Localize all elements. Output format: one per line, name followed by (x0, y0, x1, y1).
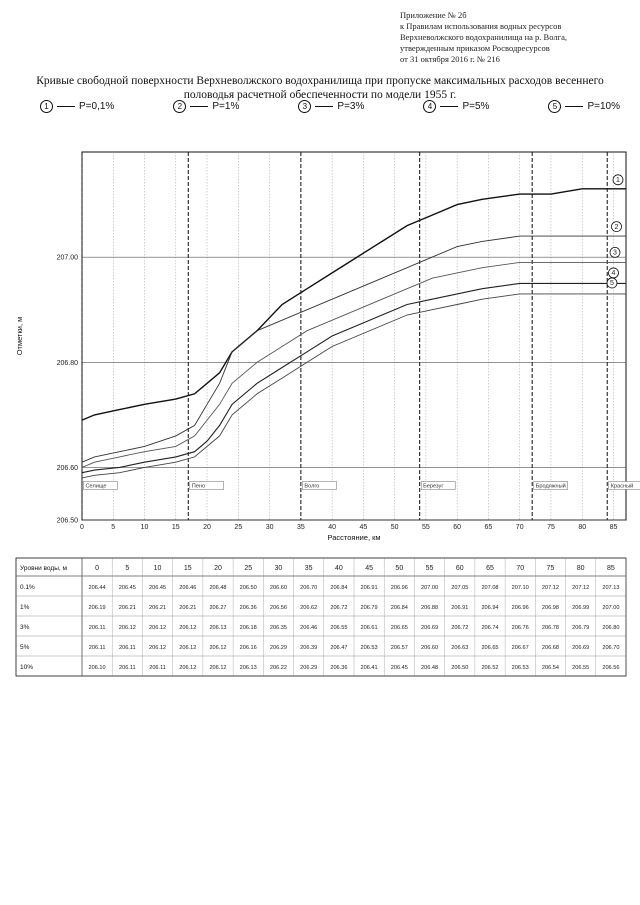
table-cell: 206.11 (118, 645, 136, 651)
table-cell: 206.91 (360, 585, 378, 591)
appendix-line: Верхневолжского водохранилища на р. Волга, (400, 32, 567, 42)
table-cell: 206.94 (481, 605, 499, 611)
table-cell: 206.96 (511, 605, 529, 611)
table-cell: 206.18 (239, 625, 257, 631)
x-tick-label: 65 (484, 524, 493, 531)
place-label: Березуг (423, 483, 444, 490)
x-tick-label: 15 (171, 524, 180, 531)
table-cell: 206.96 (390, 585, 408, 591)
appendix-line: к Правилам использования водных ресурсов (400, 21, 562, 31)
x-tick-label: 55 (422, 524, 430, 531)
x-tick-label: 30 (265, 524, 274, 531)
legend-line-swatch (440, 106, 458, 107)
table-cell: 206.36 (330, 665, 348, 671)
x-tick-label: 50 (390, 524, 399, 531)
table-col-km: 15 (183, 565, 192, 572)
legend-label: P=5% (462, 101, 490, 112)
table-cell: 206.69 (421, 625, 439, 631)
legend-item (423, 100, 489, 113)
legend-number: 5 (548, 100, 561, 113)
table-cell: 206.35 (269, 625, 287, 631)
table-cell: 206.29 (300, 665, 318, 671)
table-cell: 206.72 (330, 605, 348, 611)
table-col-km: 30 (274, 565, 283, 572)
legend-number: 3 (298, 100, 311, 113)
table-cell: 206.60 (269, 585, 287, 591)
table-cell: 206.12 (179, 665, 197, 671)
table-cell: 206.55 (572, 665, 590, 671)
table-col-km: 75 (546, 565, 555, 572)
table-cell: 206.21 (118, 605, 136, 611)
table-cell: 206.12 (209, 645, 227, 651)
table-cell: 206.79 (360, 605, 378, 611)
series-line (82, 283, 626, 472)
table-cell: 206.45 (149, 585, 167, 591)
table-cell: 206.11 (118, 665, 136, 671)
table-header: Уровни воды, м (20, 565, 67, 572)
x-tick-label: 85 (609, 524, 618, 531)
table-col-km: 70 (516, 565, 525, 572)
table-cell: 206.11 (88, 625, 106, 631)
series-number-label: 3 (613, 249, 617, 257)
legend-label: P=0,1% (79, 101, 115, 112)
table-cell: 206.67 (511, 645, 529, 651)
table-row-label: 3% (20, 624, 30, 631)
table-col-km: 85 (606, 565, 615, 572)
table-cell: 206.13 (209, 625, 227, 631)
x-tick-label: 5 (111, 524, 116, 531)
table-cell: 206.84 (330, 585, 348, 591)
table-cell: 206.53 (360, 645, 378, 651)
table-cell: 206.52 (481, 665, 499, 671)
x-tick-label: 10 (140, 524, 149, 531)
table-col-km: 35 (304, 565, 313, 572)
table-cell: 206.12 (149, 625, 167, 631)
table-cell: 206.22 (269, 665, 287, 671)
x-tick-label: 35 (296, 524, 305, 531)
table-cell: 206.29 (269, 645, 287, 651)
table-cell: 206.57 (390, 645, 408, 651)
table-cell: 207.10 (511, 585, 529, 591)
x-tick-label: 0 (80, 524, 84, 531)
y-tick-label: 206.60 (56, 464, 78, 472)
table-cell: 206.46 (179, 585, 197, 591)
table-cell: 206.61 (360, 625, 378, 631)
table-col-km: 80 (576, 565, 585, 572)
table-cell: 206.70 (602, 645, 620, 651)
table-cell: 206.53 (511, 665, 529, 671)
legend-label: P=10% (587, 101, 620, 112)
x-axis-title: Расстояние, км (327, 533, 381, 542)
table-col-km: 60 (455, 565, 464, 572)
table-cell: 206.50 (239, 585, 257, 591)
table-cell: 206.88 (421, 605, 439, 611)
x-tick-label: 75 (547, 524, 555, 531)
table-row-label: 1% (20, 604, 30, 611)
table-cell: 206.44 (88, 585, 106, 591)
place-label: Селище (85, 483, 107, 490)
table-cell: 206.16 (239, 645, 257, 651)
table-cell: 206.62 (300, 605, 318, 611)
series-line (82, 236, 626, 462)
table-cell: 206.78 (541, 625, 559, 631)
table-cell: 207.12 (572, 585, 590, 591)
table-cell: 206.84 (390, 605, 408, 611)
table-cell: 206.21 (179, 605, 197, 611)
series-number-label: 5 (610, 280, 614, 288)
table-cell: 206.41 (360, 665, 378, 671)
series-line (82, 262, 626, 467)
table-cell: 206.60 (421, 645, 439, 651)
table-col-km: 65 (486, 565, 494, 572)
legend-label: P=1% (212, 101, 240, 112)
table-row-label: 5% (20, 644, 30, 651)
table-cell: 207.00 (602, 605, 620, 611)
table-cell: 206.45 (118, 585, 136, 591)
table-col-km: 55 (425, 565, 434, 572)
table-col-km: 45 (365, 565, 374, 572)
x-tick-label: 40 (328, 524, 337, 531)
table-cell: 206.45 (390, 665, 408, 671)
table-cell: 206.48 (209, 585, 227, 591)
legend-label: P=3% (337, 101, 365, 112)
place-label: Волго (304, 483, 320, 490)
table-cell: 207.05 (451, 585, 469, 591)
legend-item (298, 100, 364, 113)
x-tick-label: 45 (359, 524, 368, 531)
legend-item (40, 100, 114, 113)
table-cell: 207.08 (481, 585, 499, 591)
y-tick-label: 206.50 (56, 517, 78, 525)
table-col-km: 20 (214, 565, 222, 572)
appendix-note (400, 10, 628, 65)
table-cell: 206.63 (451, 645, 469, 651)
legend-item (173, 100, 239, 113)
water-surface-chart (0, 128, 640, 903)
table-cell: 206.65 (390, 625, 408, 631)
table-cell: 206.50 (451, 665, 469, 671)
legend-line-swatch (565, 106, 583, 107)
table-col-km: 40 (334, 565, 343, 572)
series-number-label: 2 (614, 223, 619, 231)
legend-line-swatch (190, 106, 208, 107)
page-title: Кривые свободной поверхности Верхневолжского водохранилища при пропуске максимальных расходов весеннего половодья расчетной обеспеченности по модели 1955 г. (36, 75, 604, 101)
legend-number: 2 (173, 100, 186, 113)
appendix-line: утвержденным приказом Росводресурсов (400, 43, 550, 53)
table-cell: 206.69 (572, 645, 590, 651)
table-cell: 206.10 (88, 665, 106, 671)
series-number-label: 4 (611, 270, 616, 278)
series-line (82, 294, 626, 478)
table-cell: 206.12 (209, 665, 227, 671)
y-axis-title: Отметки, м (15, 316, 24, 356)
table-cell: 207.00 (421, 585, 439, 591)
table-cell: 206.27 (209, 605, 227, 611)
table-cell: 206.91 (451, 605, 469, 611)
table-cell: 206.54 (541, 665, 559, 671)
x-tick-label: 80 (578, 524, 587, 531)
table-cell: 206.65 (481, 645, 499, 651)
plot-area (82, 152, 626, 520)
legend-line-swatch (57, 106, 75, 107)
table-cell: 206.46 (300, 625, 318, 631)
table-cell: 206.47 (330, 645, 348, 651)
series-number-label: 1 (616, 177, 620, 185)
table-cell: 206.79 (572, 625, 590, 631)
table-col-km: 0 (95, 565, 100, 572)
table-col-km: 10 (153, 565, 162, 572)
y-tick-label: 206.80 (56, 359, 78, 367)
table-cell: 206.76 (511, 625, 529, 631)
place-label: Пено (191, 483, 206, 490)
table-cell: 206.11 (149, 665, 166, 671)
x-tick-label: 70 (515, 524, 524, 531)
place-label: Красный (610, 483, 634, 490)
table-cell: 206.56 (602, 665, 620, 671)
table-cell: 206.21 (149, 605, 167, 611)
table-cell: 206.74 (481, 625, 499, 631)
series-line (82, 189, 626, 420)
table-cell: 206.68 (541, 645, 559, 651)
legend-number: 4 (423, 100, 436, 113)
place-label: Бродяжный (535, 483, 566, 490)
table-row-label: 0.1% (20, 584, 35, 591)
table-cell: 206.12 (149, 645, 167, 651)
appendix-line: Приложение № 2б (400, 10, 467, 20)
legend-line-swatch (315, 106, 333, 107)
legend-item (548, 100, 620, 113)
x-tick-label: 20 (203, 524, 211, 531)
table-col-km: 50 (395, 565, 404, 572)
table-cell: 206.19 (88, 605, 106, 611)
table-cell: 206.99 (572, 605, 590, 611)
table-cell: 206.13 (239, 665, 257, 671)
table-cell: 206.80 (602, 625, 620, 631)
table-cell: 206.12 (179, 625, 197, 631)
table-cell: 207.13 (602, 585, 620, 591)
table-cell: 207.12 (541, 585, 559, 591)
table-cell: 206.70 (300, 585, 318, 591)
table-cell: 206.98 (541, 605, 559, 611)
table-cell: 206.12 (179, 645, 197, 651)
table-cell: 206.72 (451, 625, 469, 631)
table-row-label: 10% (20, 664, 34, 671)
chart-legend (40, 100, 620, 113)
table-col-km: 5 (125, 565, 130, 572)
x-tick-label: 25 (234, 524, 243, 531)
table-cell: 206.39 (300, 645, 318, 651)
table-cell: 206.55 (330, 625, 348, 631)
y-tick-label: 207.00 (56, 254, 78, 262)
table-cell: 206.36 (239, 605, 257, 611)
table-cell: 206.48 (421, 665, 439, 671)
table-cell: 206.11 (88, 645, 106, 651)
appendix-line: от 31 октября 2016 г. № 216 (400, 54, 500, 64)
table-cell: 206.12 (118, 625, 136, 631)
legend-number: 1 (40, 100, 53, 113)
table-cell: 206.56 (269, 605, 287, 611)
table-col-km: 25 (244, 565, 253, 572)
x-tick-label: 60 (453, 524, 462, 531)
